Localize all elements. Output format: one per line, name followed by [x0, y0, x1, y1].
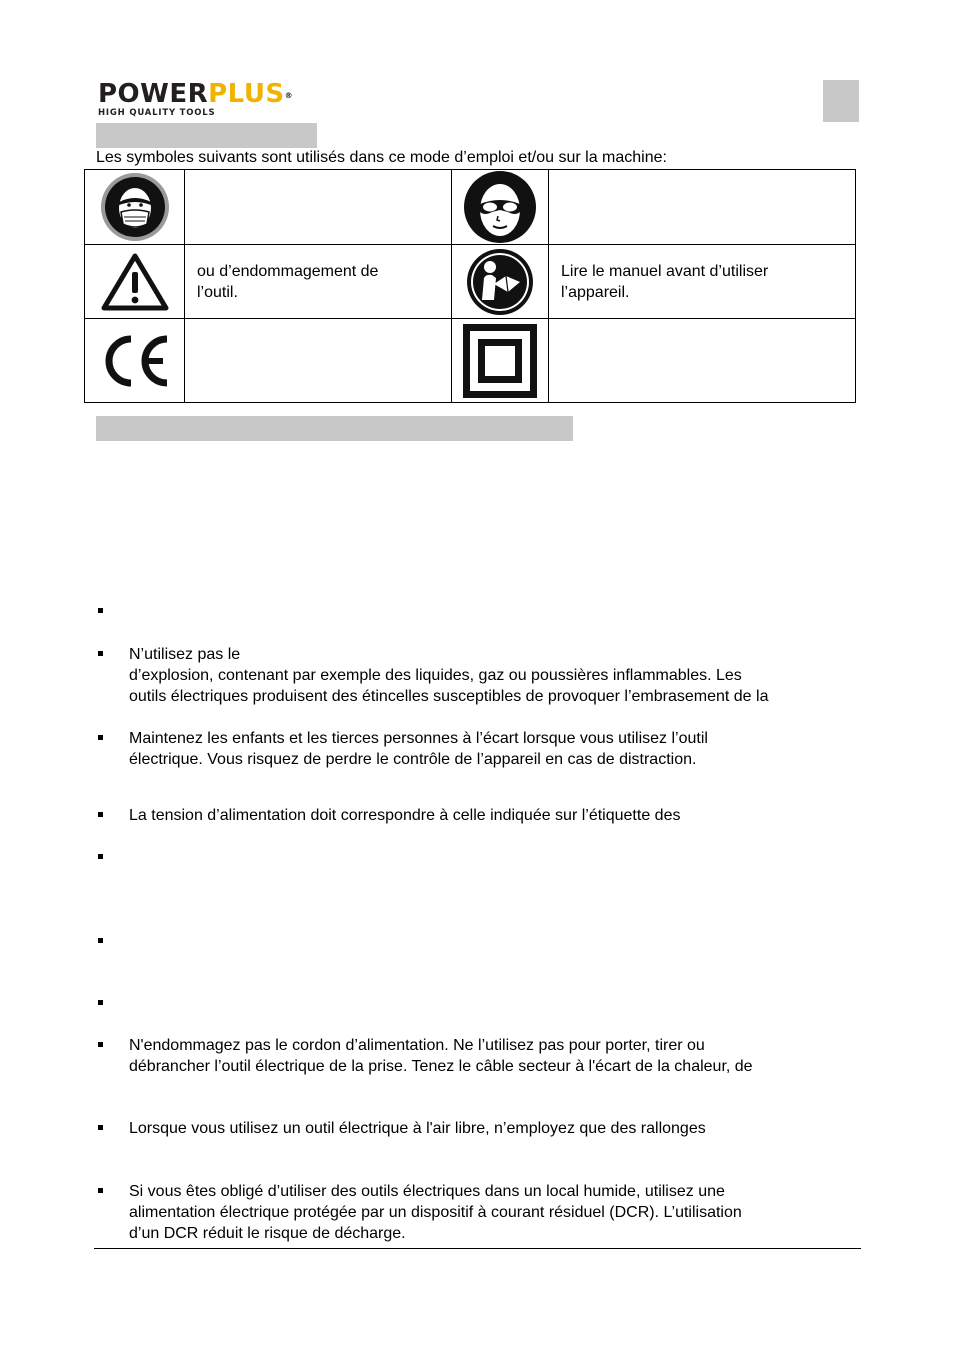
list-item-text: N’utilisez pas le d’explosion, contenant par exemple des liquides, gaz ou poussières inflammables. Les outils électriques produisent des étincelles susceptibles de provoquer l’embrasement de la [129, 646, 769, 705]
language-tab [823, 80, 859, 122]
double-insulation-icon [463, 324, 537, 398]
section-heading-bar-safety [96, 416, 573, 441]
symbol-cell [452, 319, 549, 403]
bullet-marker [98, 1125, 103, 1130]
symbols-row [85, 170, 856, 245]
symbol-description [549, 170, 856, 245]
warning-triangle-icon [101, 253, 169, 311]
symbol-cell [452, 245, 549, 319]
bullet-marker [98, 608, 103, 613]
symbols-row [85, 245, 856, 319]
symbol-cell [85, 170, 185, 245]
symbol-description: ou d’endommagement de l’outil. [185, 245, 452, 319]
bullet-marker [98, 1000, 103, 1005]
symbols-table [84, 169, 856, 403]
symbol-description [549, 319, 856, 403]
symbols-intro: Les symboles suivants sont utilisés dans ce mode d’emploi et/ou sur la machine: [96, 149, 667, 166]
logo-tagline: HIGH QUALITY TOOLS [98, 108, 216, 118]
bullet-marker [98, 651, 103, 656]
list-item-text: N'endommagez pas le cordon d’alimentation. Ne l’utilisez pas pour porter, tirer ou débrancher l’outil électrique de la prise. Tenez le câble secteur à l'écart de la chaleur, de [129, 1037, 753, 1075]
logo-plus: PLUS [208, 79, 285, 109]
bullet-marker [98, 854, 103, 859]
bullet-marker [98, 1042, 103, 1047]
logo-power: POWER [98, 79, 209, 109]
symbol-description [185, 319, 452, 403]
symbols-row [85, 319, 856, 403]
symbol-description: Lire le manuel avant d’utiliser l’appareil. [549, 245, 856, 319]
dust-mask-icon [100, 172, 170, 242]
bullet-marker [98, 1188, 103, 1193]
symbol-description [185, 170, 452, 245]
read-manual-icon [466, 248, 534, 316]
ce-mark-icon [97, 333, 173, 389]
bullet-marker [98, 735, 103, 740]
bullet-marker [98, 812, 103, 817]
list-item-text: Si vous êtes obligé d’utiliser des outils électriques dans un local humide, utilisez une alimentation électrique protégée par un dispositif à courant résiduel (DCR). L’utilisation d’un DCR réduit le risque de décharge. [129, 1183, 742, 1242]
list-item-text: La tension d’alimentation doit correspondre à celle indiquée sur l’étiquette des [129, 807, 681, 824]
symbol-cell [85, 319, 185, 403]
symbol-cell [452, 170, 549, 245]
list-item-text: Maintenez les enfants et les tierces personnes à l’écart lorsque vous utilisez l’outil électrique. Vous risquez de perdre le contrôle de l’appareil en cas de distraction. [129, 730, 708, 768]
safety-goggles-icon [463, 170, 537, 244]
section-heading-bar-symbols [96, 123, 317, 148]
bullet-marker [98, 938, 103, 943]
logo-wordmark [98, 80, 328, 108]
brand-logo [98, 80, 328, 118]
footer-divider [94, 1248, 861, 1249]
logo-registered-mark: ® [284, 91, 294, 100]
symbol-cell [85, 245, 185, 319]
list-item-text: Lorsque vous utilisez un outil électrique à l'air libre, n’employez que des rallonges [129, 1120, 706, 1137]
